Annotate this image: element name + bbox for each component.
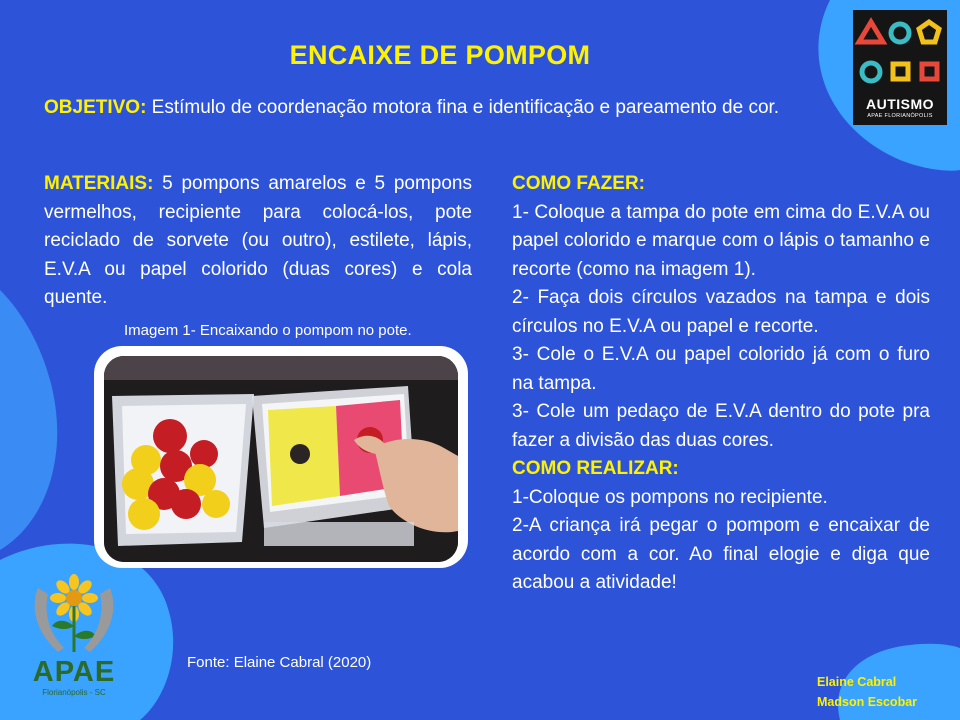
- left-blob: [0, 290, 70, 550]
- objetivo-paragraph: [44, 94, 804, 123]
- instructions-column: [512, 170, 930, 598]
- image-caption: Imagem 1- Encaixando o pompom no pote.: [124, 322, 412, 339]
- pompom-photo: [104, 356, 458, 562]
- como-fazer-step: 3- Cole um pedaço de E.V.A dentro do pote pra fazer a divisão das duas cores.: [512, 401, 930, 451]
- autismo-shapes-icon: [853, 10, 947, 96]
- objetivo-text: Estímulo de coordenação motora fina e identificação e pareamento de cor.: [146, 97, 780, 118]
- apae-flower-hands-icon: [8, 568, 140, 656]
- author-name: Elaine Cabral: [817, 675, 897, 689]
- como-fazer-step: 1- Coloque a tampa do pote em cima do E.V.A ou papel colorido e marque com o lápis o tamanho e recorte (como na imagem 1).: [512, 201, 930, 280]
- como-fazer-heading: COMO FAZER:: [512, 173, 645, 194]
- image-source: Fonte: Elaine Cabral (2020): [187, 654, 372, 671]
- como-fazer-step: 2- Faça dois círculos vazados na tampa e dois círculos no E.V.A ou papel e recorte.: [512, 287, 930, 337]
- como-realizar-step: 1-Coloque os pompons no recipiente.: [512, 486, 828, 508]
- apae-logo-word: APAE: [32, 656, 116, 688]
- materiais-text: 5 pompons amarelos e 5 pompons vermelhos, recipiente para colocá-los, pote reciclado de sorvete (ou outro), estilete, lápis, E.V.A ou papel colorido (duas cores) e cola quente.: [44, 173, 472, 308]
- pompom-photo-illustration: [104, 356, 458, 562]
- apae-logo-city: Florianópolis - SC: [42, 688, 106, 697]
- como-realizar-heading: COMO REALIZAR:: [512, 458, 679, 479]
- materiais-label: MATERIAIS:: [44, 173, 154, 194]
- materiais-paragraph: [44, 170, 472, 313]
- page-title: ENCAIXE DE POMPOM: [289, 40, 591, 70]
- autismo-logo-subtitle: APAE FLORIANÓPOLIS: [867, 113, 933, 119]
- autismo-logo-word: AUTISMO: [865, 96, 935, 112]
- objetivo-label: OBJETIVO:: [44, 97, 147, 118]
- autismo-logo: [853, 10, 947, 125]
- apae-logo: [8, 568, 140, 708]
- authors-block: [817, 672, 917, 712]
- author-name: Madson Escobar: [817, 695, 918, 709]
- como-fazer-step: 3- Cole o E.V.A ou papel colorido já com o furo na tampa.: [512, 344, 930, 394]
- como-realizar-step: 2-A criança irá pegar o pompom e encaixar de acordo com a cor. Ao final elogie e diga que acabou a atividade!: [512, 515, 930, 593]
